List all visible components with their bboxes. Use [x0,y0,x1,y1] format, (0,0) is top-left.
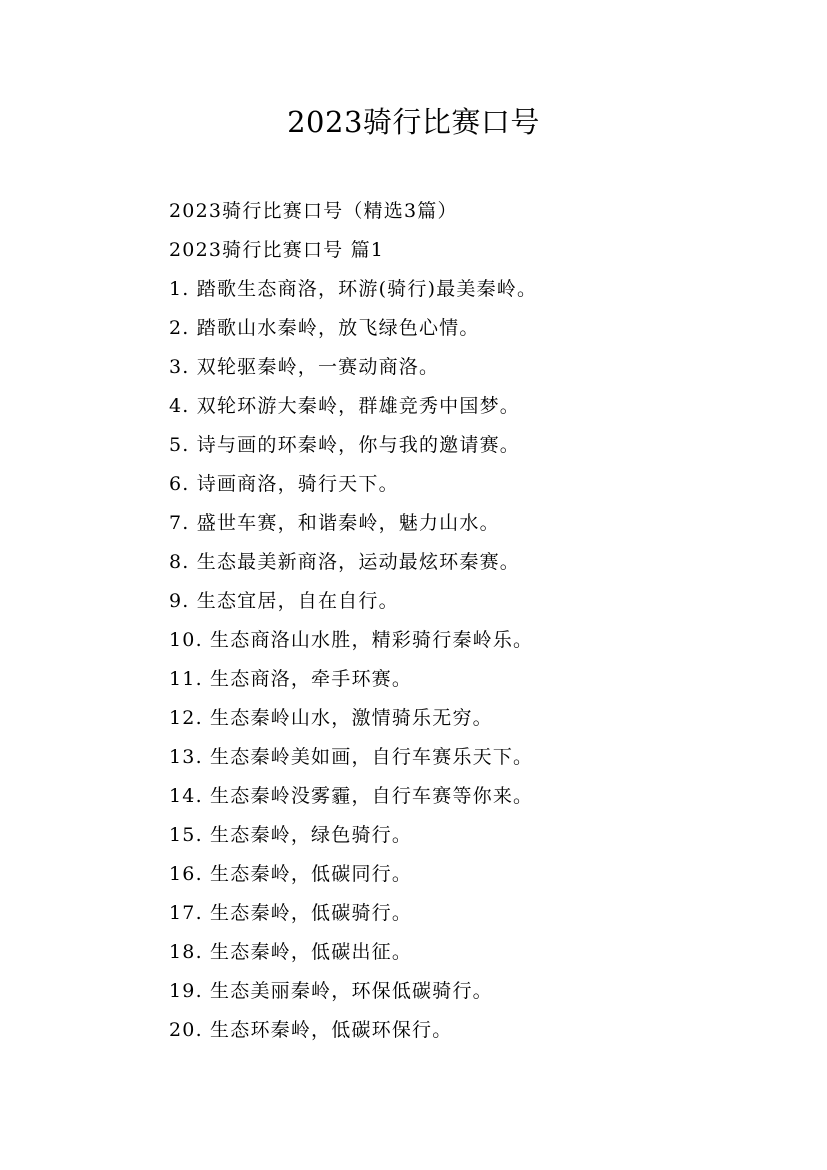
slogan-list [169,270,789,1050]
slogan-item: 12. 生态秦岭山水，激情骑乐无穷。 [169,707,493,729]
section-heading: 2023骑行比赛口号 篇1 [169,239,385,261]
slogan-item: 9. 生态宜居，自在自行。 [169,590,399,612]
slogan-item: 6. 诗画商洛，骑行天下。 [169,473,399,495]
slogan-item: 14. 生态秦岭没雾霾，自行车赛等你来。 [169,785,534,807]
slogan-item: 7. 盛世车赛，和谐秦岭，魅力山水。 [169,512,500,534]
slogan-item: 11. 生态商洛，牵手环赛。 [169,668,413,690]
slogan-item: 18. 生态秦岭，低碳出征。 [169,941,413,963]
slogan-item: 13. 生态秦岭美如画，自行车赛乐天下。 [169,746,534,768]
document-subtitle: 2023骑行比赛口号（精选3篇） [169,200,458,222]
slogan-item: 2. 踏歌山水秦岭，放飞绿色心情。 [169,317,480,339]
slogan-item: 8. 生态最美新商洛，运动最炫环秦赛。 [169,551,520,573]
slogan-item: 20. 生态环秦岭，低碳环保行。 [169,1019,453,1041]
document-body [169,192,789,1050]
slogan-item: 15. 生态秦岭，绿色骑行。 [169,824,413,846]
slogan-item: 1. 踏歌生态商洛，环游(骑行)最美秦岭。 [169,278,538,300]
document-title: 2023骑行比赛口号 [287,105,540,139]
slogan-item: 3. 双轮驱秦岭，一赛动商洛。 [169,356,440,378]
slogan-item: 17. 生态秦岭，低碳骑行。 [169,902,413,924]
slogan-item: 4. 双轮环游大秦岭，群雄竞秀中国梦。 [169,395,520,417]
slogan-item: 5. 诗与画的环秦岭，你与我的邀请赛。 [169,434,520,456]
slogan-item: 16. 生态秦岭，低碳同行。 [169,863,413,885]
slogan-item: 19. 生态美丽秦岭，环保低碳骑行。 [169,980,493,1002]
slogan-item: 10. 生态商洛山水胜，精彩骑行秦岭乐。 [169,629,534,651]
